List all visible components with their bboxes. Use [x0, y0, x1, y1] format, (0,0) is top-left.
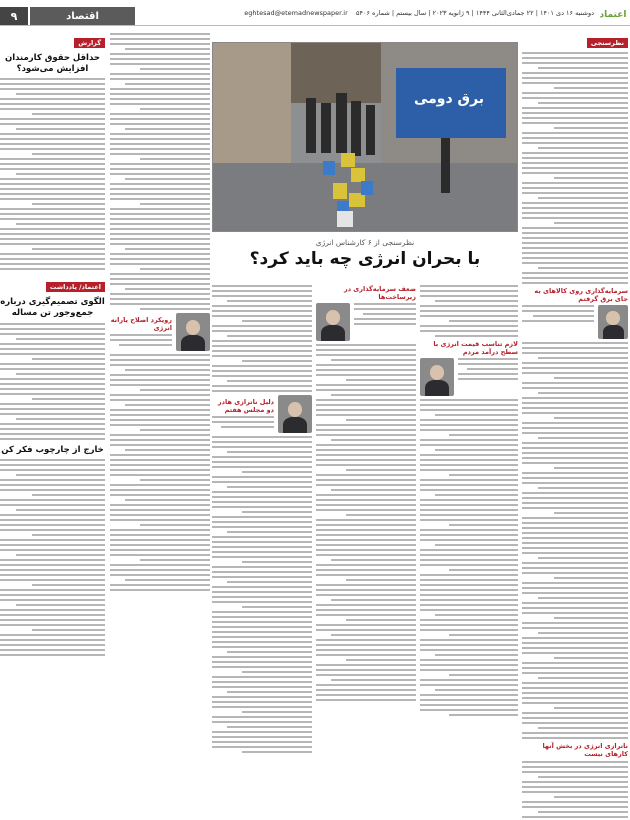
masthead — [0, 4, 630, 26]
section-email[interactable]: eghtesad@etemadnewspaper.ir — [244, 9, 348, 17]
left-headline-3: خارج از چارچوب فکر کن — [1, 444, 104, 455]
expert-subhead-6: ناترازی انرژی در بخش آنها کارهای نیست — [542, 742, 628, 758]
page-number: ۹ — [0, 7, 28, 25]
survey-label: نظرسنجی — [587, 38, 628, 48]
expert-portrait-3 — [316, 303, 350, 341]
expert-portrait-5 — [176, 313, 210, 351]
issue-date: دوشنبه ۱۶ دی ۱۴۰۱ | ۲۲ جمادی‌الثانی ۱۴۴۴ | ۹ ژانویه ۲۰۲۳ | سال بیستم | شماره ۵۴۰۶ — [356, 9, 594, 17]
column-4 — [316, 282, 416, 820]
photo-sign-text: برق دومی — [413, 91, 485, 107]
expert-portrait-2 — [420, 358, 454, 396]
expert-subhead-3: ضعف سرمایه‌گذاری در زیرساخت‌ها — [343, 285, 416, 301]
left-article-2-body — [0, 323, 105, 440]
expert-portrait-4 — [278, 395, 312, 433]
expert-subhead-1: سرمایه‌گذاری روی کالاهای به جای برق گرفتم — [534, 287, 628, 303]
column-5 — [420, 282, 518, 820]
expert-block-2 — [420, 358, 518, 396]
main-photo — [212, 42, 518, 232]
note-label: اعتماد/ یادداشت — [46, 282, 105, 292]
report-label: گزارش — [74, 38, 105, 48]
expert-block-1 — [522, 305, 628, 339]
issue-info — [244, 9, 594, 17]
expert-subhead-2: لازم تناسب قیمت انرژی با سطح درآمد مردم — [433, 340, 518, 356]
expert-block-3 — [316, 303, 416, 341]
queue-photo-illustration — [212, 43, 517, 232]
expert-block-4 — [212, 395, 312, 433]
column-2 — [110, 30, 210, 820]
left-article-1-body — [0, 78, 105, 270]
left-headline-2: الگوی تصمیم‌گیری درباره جمع‌وجور تن مساله — [0, 297, 105, 318]
newspaper-logo: اعتماد — [599, 10, 627, 20]
left-article-3-body — [0, 459, 105, 656]
header-divider — [0, 25, 630, 26]
left-headline-1: حداقل حقوق کارمندان افزایش می‌شود؟ — [4, 53, 101, 74]
expert-subhead-5: رویکرد اصلاح یارانه انرژی — [110, 316, 172, 332]
section-title: اقتصاد — [30, 7, 135, 25]
main-headline: با بحران انرژی چه باید کرد؟ — [249, 249, 481, 269]
left-column — [0, 30, 105, 820]
main-kicker: نظرسنجی از ۶ کارشناس انرژی — [315, 238, 415, 247]
main-headline-block — [212, 238, 518, 269]
expert-subhead-4: دلیل ناترازی هادر دو مجلس هفتم — [217, 398, 274, 414]
expert-portrait-1 — [598, 305, 628, 339]
right-column — [522, 30, 628, 820]
column-3 — [212, 282, 312, 820]
expert-block-5 — [110, 313, 210, 351]
